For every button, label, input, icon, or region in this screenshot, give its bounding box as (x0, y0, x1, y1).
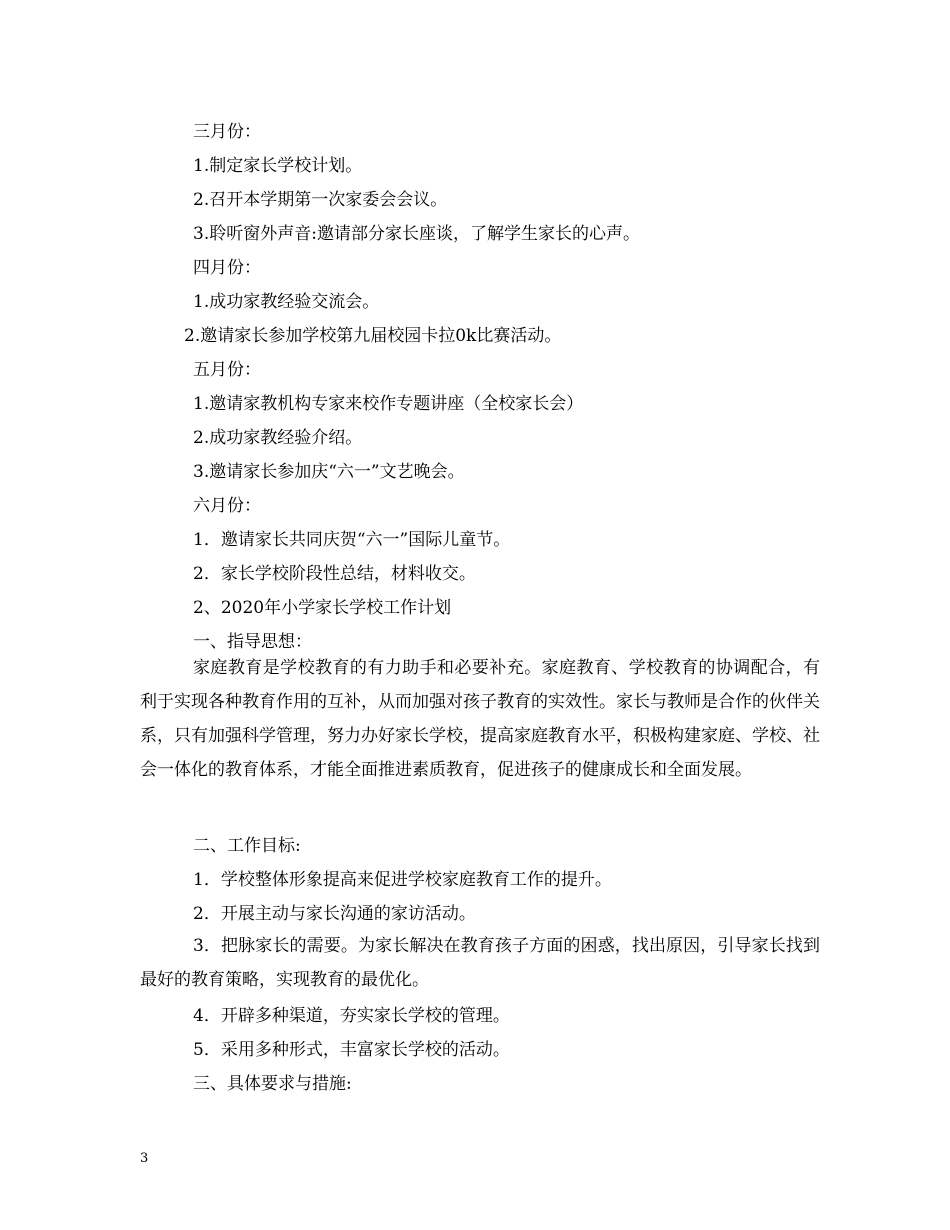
heading-june: 六月份： (193, 496, 261, 516)
may-item-2: 2.成功家教经验介绍。 (193, 428, 363, 448)
paragraph-guiding-ideology: 家庭教育是学校教育的有力助手和必要补充。家庭教育、学校教育的协调配合，有利于实现各种教育作用的互补，从而加强对孩子教育的实效性。家长与教师是合作的伙伴关系，只有加强科学管理，努力办好家长学校，提高家庭教育水平，积极构建家庭、学校、社会一体化的教育体系，才能全面推进素质教育，促进孩子的健康成长和全面发展。 (140, 658, 820, 780)
march-item-1: 1.制定家长学校计划。 (193, 156, 363, 176)
goal-item-1: 1．学校整体形象提高来促进学校家庭教育工作的提升。 (193, 870, 612, 890)
goal-item-2: 2．开展主动与家长沟通的家访活动。 (193, 904, 476, 924)
may-item-3: 3.邀请家长参加庆“六一”文艺晚会。 (193, 462, 465, 482)
heading-guiding-ideology: 一、指导思想： (193, 632, 312, 652)
goal-item-4: 4．开辟多种渠道，夯实家长学校的管理。 (193, 1006, 510, 1026)
heading-march: 三月份： (193, 122, 261, 142)
paragraph-goal-item-3: 3．把脉家长的需要。为家长解决在教育孩子方面的困惑，找出原因，引导家长找到最好的教育策略，实现教育的最优化。 (140, 936, 820, 990)
page-number: 3 (140, 1151, 149, 1166)
april-item-1: 1.成功家教经验交流会。 (193, 292, 380, 312)
march-item-2: 2.召开本学期第一次家委会会议。 (193, 190, 448, 210)
heading-work-goals: 二、工作目标: (193, 836, 301, 856)
june-item-2: 2．家长学校阶段性总结，材料收交。 (193, 564, 476, 584)
heading-april: 四月份： (193, 258, 261, 278)
may-item-1: 1.邀请家教机构专家来校作专题讲座（全校家长会） (193, 394, 584, 414)
heading-requirements-measures: 三、具体要求与措施: (193, 1074, 352, 1094)
heading-may: 五月份： (193, 360, 261, 380)
march-item-3: 3.聆听窗外声音:邀请部分家长座谈，了解学生家长的心声。 (193, 224, 640, 244)
june-item-1: 1．邀请家长共同庆贺“六一”国际儿童节。 (193, 530, 511, 550)
april-item-2: 2.邀请家长参加学校第九届校园卡拉0k比赛活动。 (184, 326, 562, 346)
goal-item-5: 5．采用多种形式，丰富家长学校的活动。 (193, 1040, 510, 1060)
section-title-2020-plan: 2、2020年小学家长学校工作计划 (193, 598, 452, 618)
